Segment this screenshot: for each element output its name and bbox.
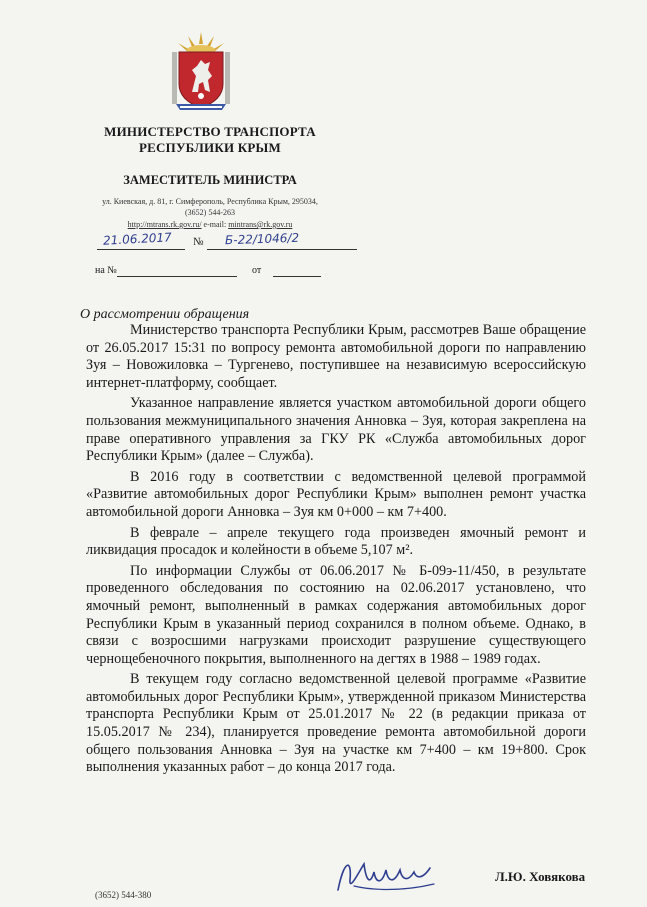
date-underline — [97, 249, 185, 250]
website-link[interactable]: http://mtrans.rk.gov.ru/ — [127, 220, 202, 229]
body-paragraph: Указанное направление является участком автомобильной дороги общего пользования межмуниципального значения Анновка – Зуя, которая закреплена на праве оперативного управления за ГКУ РК «Служба автомобильных дорог Республики Крым» (далее – Служба). — [86, 395, 586, 465]
body-paragraph: Министерство транспорта Республики Крым, рассмотрев Ваше обращение от 26.05.2017 15:31 по вопросу ремонта автомобильной дороги по направлению Зуя – Новожиловка – Тургенево, поступившее на независимую всероссийскую интернет-платформу, сообщает. — [86, 322, 586, 391]
registration-number: Б-22/1046/2 — [224, 230, 300, 248]
registration-number-label: № — [193, 236, 204, 248]
contacts-line — [60, 220, 360, 229]
registration-line — [95, 232, 375, 252]
letter-body — [86, 322, 586, 780]
email-label: e-mail: — [203, 220, 227, 229]
deputy-minister-title: ЗАМЕСТИТЕЛЬ МИНИСТРА — [123, 173, 297, 187]
address-line: ул. Киевская, д. 81, г. Симферополь, Республика Крым, 295034, — [102, 197, 318, 206]
handwritten-signature-icon — [330, 850, 440, 900]
address-phone: (3652) 544-263 — [185, 208, 235, 217]
registration-date: 21.06.2017 — [102, 230, 173, 248]
body-paragraph: В текущем году согласно ведомственной целевой программе «Развитие автомобильных дорог Республики Крым», утвержденной приказом Министерства транспорта Республики Крым от 25.01.2017 № 22 (в редакции приказа от 15.05.2017 № 234), планируется проведение ремонта автомобильной дороги общего пользования Анновка – Зуя на участке км 7+400 – км 19+800. Срок выполнения указанных работ – до конца 2017 года. — [86, 671, 586, 776]
reply-number-label: на № — [95, 265, 117, 276]
body-paragraph: По информации Службы от 06.06.2017 № Б-09э-11/450, в результате проведенного обследования по состоянию на 02.06.2017 установлено, что ямочный ремонт, выполненный в рамках содержания автомобильных дорог Республики Крым в указанный период сохранился в полном объеме. Однако, в связи с возросшими нагрузками происходит разрушение существующего чернощебеночного покрытия, выполненного на дегтях в 1988 – 1989 годах. — [86, 562, 586, 667]
footer-phone: (3652) 544-380 — [95, 890, 152, 900]
reply-reference-line — [95, 265, 335, 281]
signatory-name: Л.Ю. Ховякова — [495, 869, 586, 884]
reply-date-underline — [273, 276, 321, 277]
ministry-name-line1: МИНИСТЕРСТВО ТРАНСПОРТА — [104, 124, 316, 139]
body-paragraph: В феврале – апреле текущего года произведен ямочный ремонт и ликвидация просадок и колейности в объеме 5,107 м². — [86, 524, 586, 559]
letter-subject: О рассмотрении обращения — [80, 307, 250, 322]
body-paragraph: В 2016 году в соответствии с ведомственной целевой программой «Развитие автомобильных дорог Республики Крым» выполнен ремонт участка автомобильной дороги Анновка – Зуя км 0+000 – км 7+400. — [86, 468, 586, 520]
number-underline — [207, 249, 357, 250]
reply-from-label: от — [252, 265, 262, 276]
ministry-name-line2: РЕСПУБЛИКИ КРЫМ — [139, 140, 281, 155]
reply-number-underline — [117, 276, 237, 277]
crimea-coat-of-arms-icon — [170, 30, 232, 114]
email-link[interactable]: mintrans@rk.gov.ru — [228, 220, 293, 229]
